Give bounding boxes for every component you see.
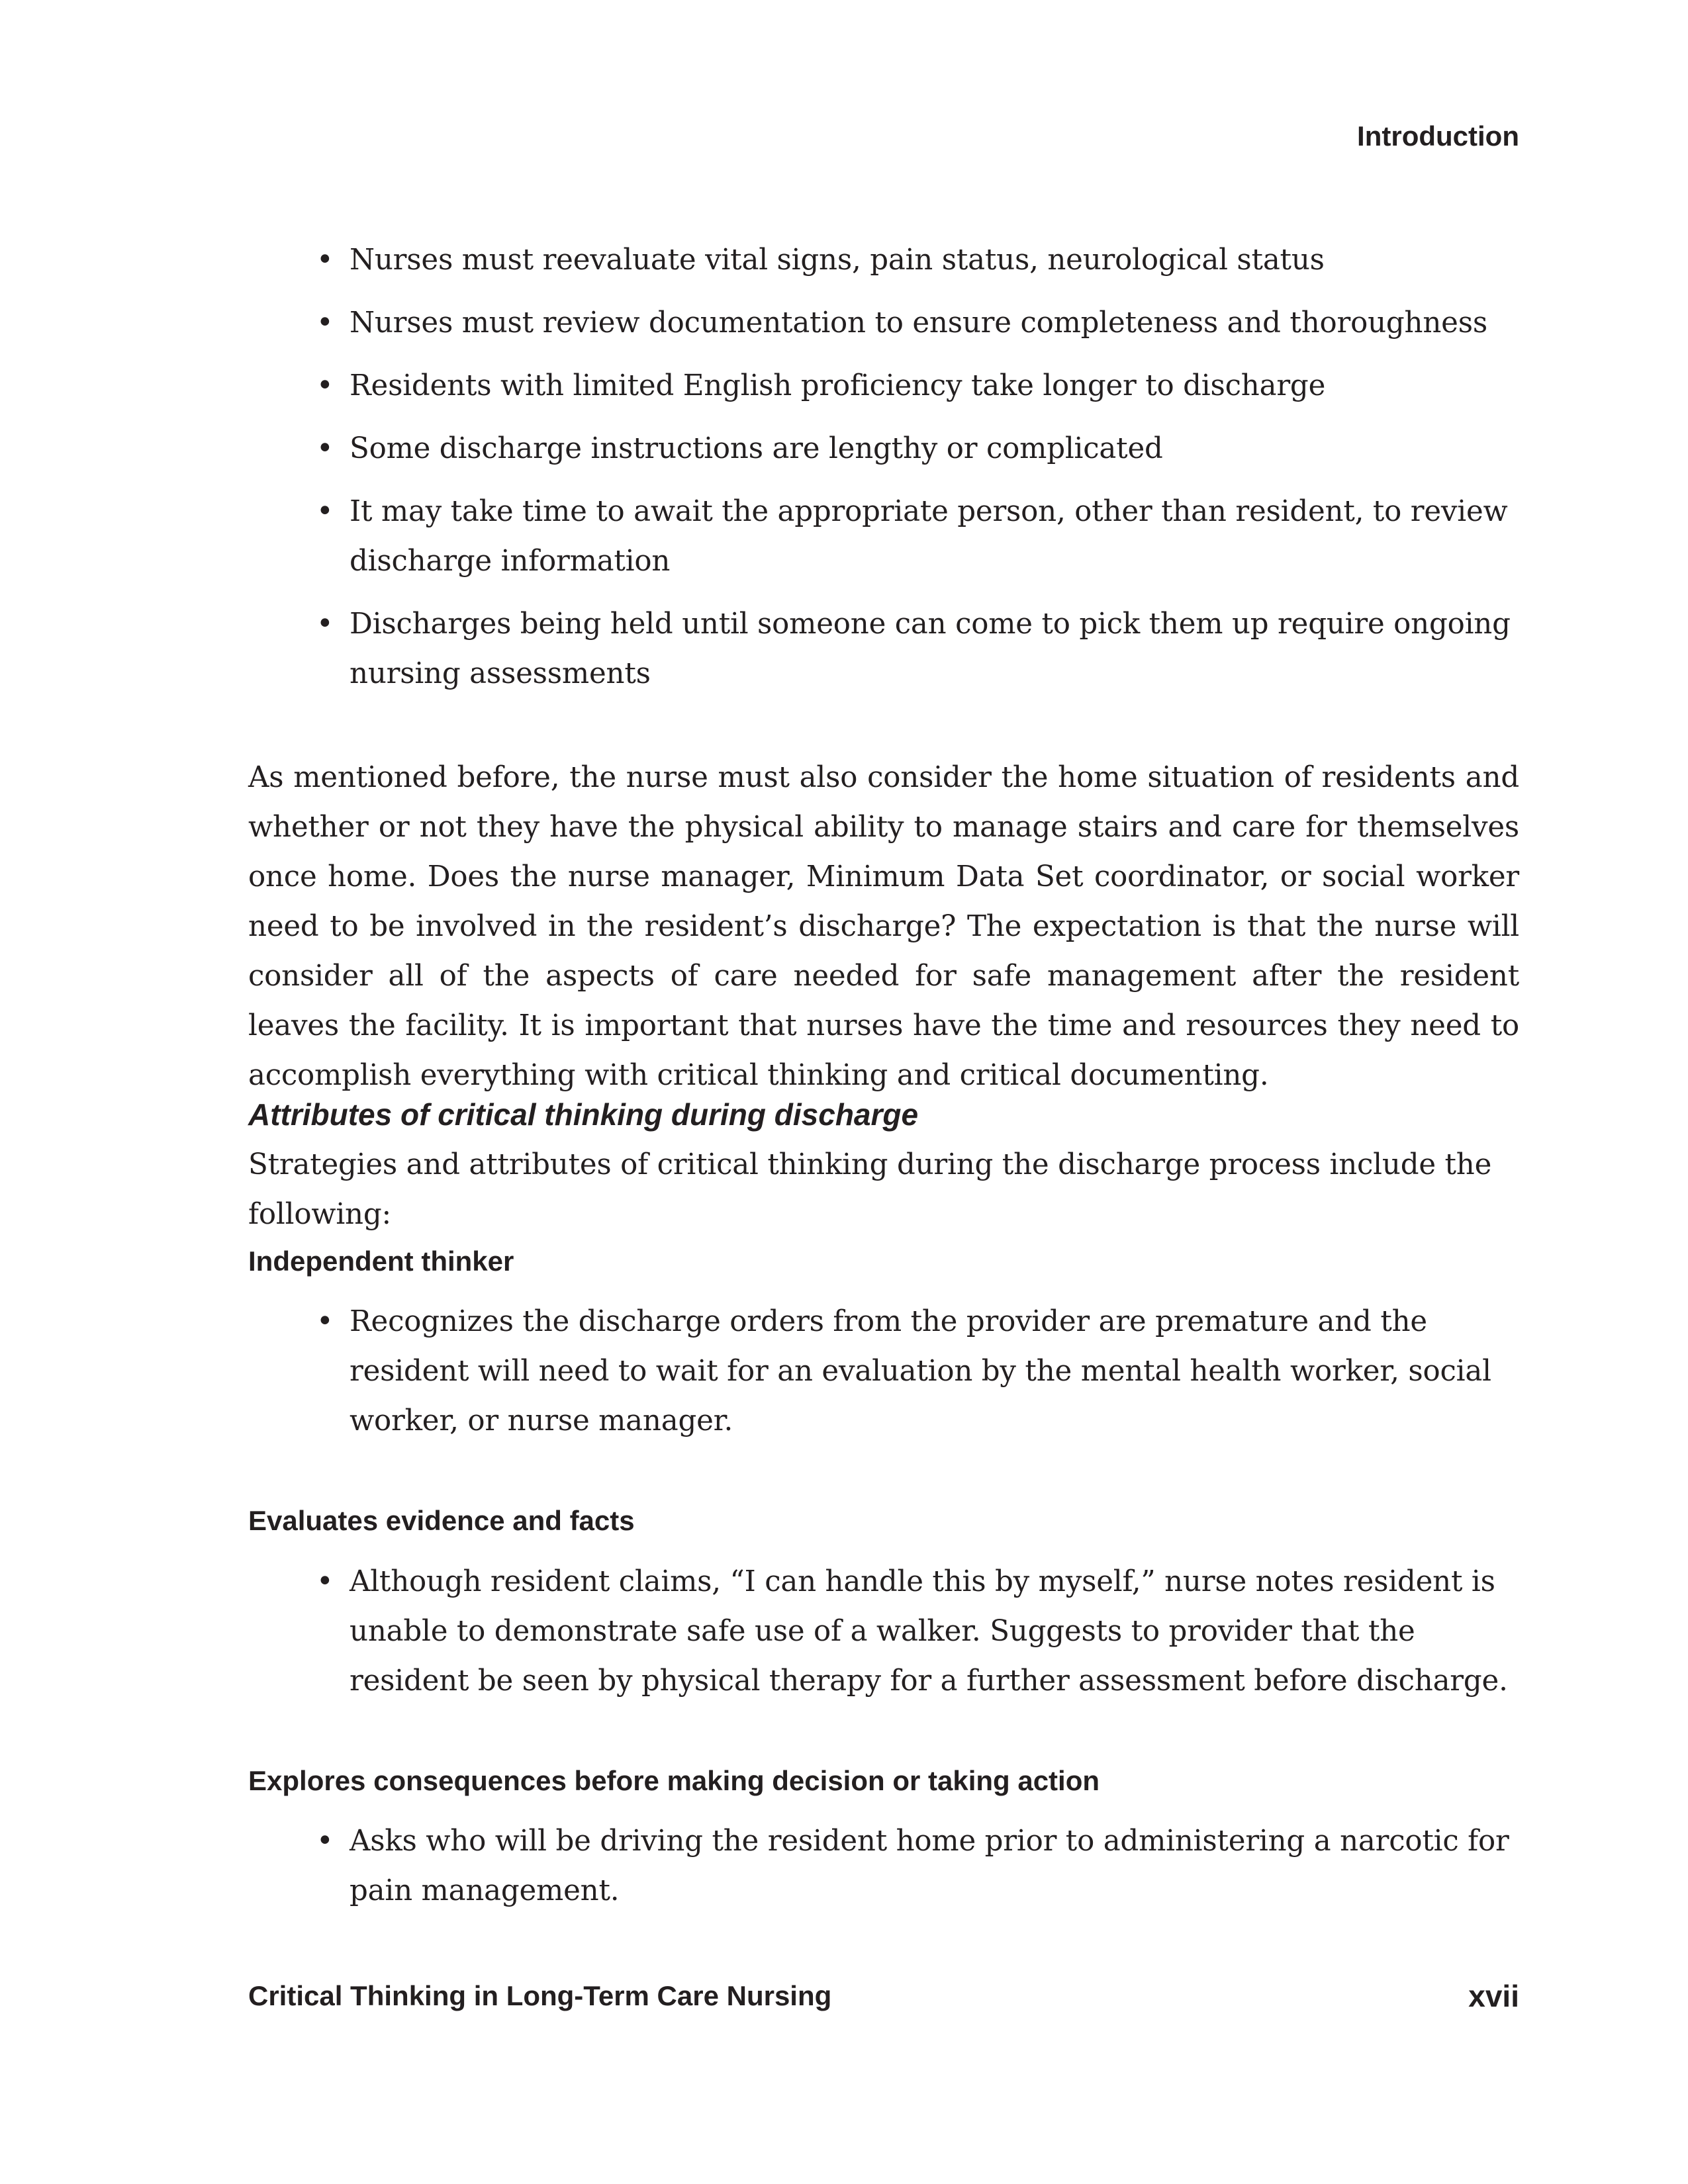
section-intro: Strategies and attributes of critical thinking during the discharge process include the following: [248,1148,1492,1231]
list-item-text: Residents with limited English proficiency take longer to discharge [350,369,1326,402]
bullet-icon: • [316,244,334,277]
list-item [248,1817,1519,1916]
list-item [248,424,1519,474]
attribute-list-evaluates-evidence [248,1557,1519,1706]
list-item-text: It may take time to await the appropriate person, other than resident, to review discharge information [350,495,1508,578]
list-item-text: Some discharge instructions are lengthy or complicated [350,432,1163,465]
section-heading: Attributes of critical thinking during discharge [248,1097,919,1132]
bullet-icon: • [316,1305,334,1338]
bullet-icon: • [316,432,334,465]
list-item-text: Asks who will be driving the resident home prior to administering a narcotic for pain management. [350,1825,1509,1907]
bullet-icon: • [316,369,334,402]
list-item [248,298,1519,348]
list-item [248,1557,1519,1706]
bullet-icon: • [316,495,334,528]
bullet-icon: • [316,306,334,340]
list-item-text: Nurses must review documentation to ensure completeness and thoroughness [350,306,1487,340]
bullet-icon: • [316,1825,334,1858]
bullet-icon: • [316,608,334,641]
body-paragraph: As mentioned before, the nurse must also consider the home situation of residents and whether or not they have the physical ability to manage stairs and care for themselves once home. Does the nurse manager, Minimum Data Set coordinator, or social worker need to be involved in the resident’s discharge? The expectation is that the nurse will consider all of the aspects of care needed for safe management after the resident leaves the facility. It is important that nurses have the time and resources they need to accomplish everything with critical thinking and critical documenting. [248,761,1519,1092]
list-item [248,361,1519,411]
list-item [248,600,1519,699]
list-item-text: Although resident claims, “I can handle this by myself,” nurse notes resident is unable to demonstrate safe use of a walker. Suggests to provider that the resident be seen by physical therapy for a further assessment before discharge. [350,1565,1508,1698]
discharge-factors-list [248,236,1519,712]
list-item [248,1297,1519,1446]
attribute-list-explores-consequences [248,1817,1519,1916]
attribute-heading-explores-consequences: Explores consequences before making decision or taking action [248,1765,1100,1796]
list-item-text: Discharges being held until someone can come to pick them up require ongoing nursing assessments [350,608,1511,690]
attribute-heading-evaluates-evidence: Evaluates evidence and facts [248,1505,635,1536]
running-head: Introduction [1357,120,1519,152]
attribute-heading-independent-thinker: Independent thinker [248,1246,514,1277]
page-number: xvii [1468,1979,1519,2013]
list-item-text: Recognizes the discharge orders from the provider are premature and the resident will need to wait for an evaluation by the mental health worker, social worker, or nurse manager. [350,1305,1491,1437]
list-item [248,487,1519,586]
attribute-list-independent-thinker [248,1297,1519,1446]
bullet-icon: • [316,1565,334,1598]
list-item [248,236,1519,285]
list-item-text: Nurses must reevaluate vital signs, pain status, neurological status [350,244,1325,277]
footer-book-title: Critical Thinking in Long-Term Care Nursing [248,1980,832,2011]
